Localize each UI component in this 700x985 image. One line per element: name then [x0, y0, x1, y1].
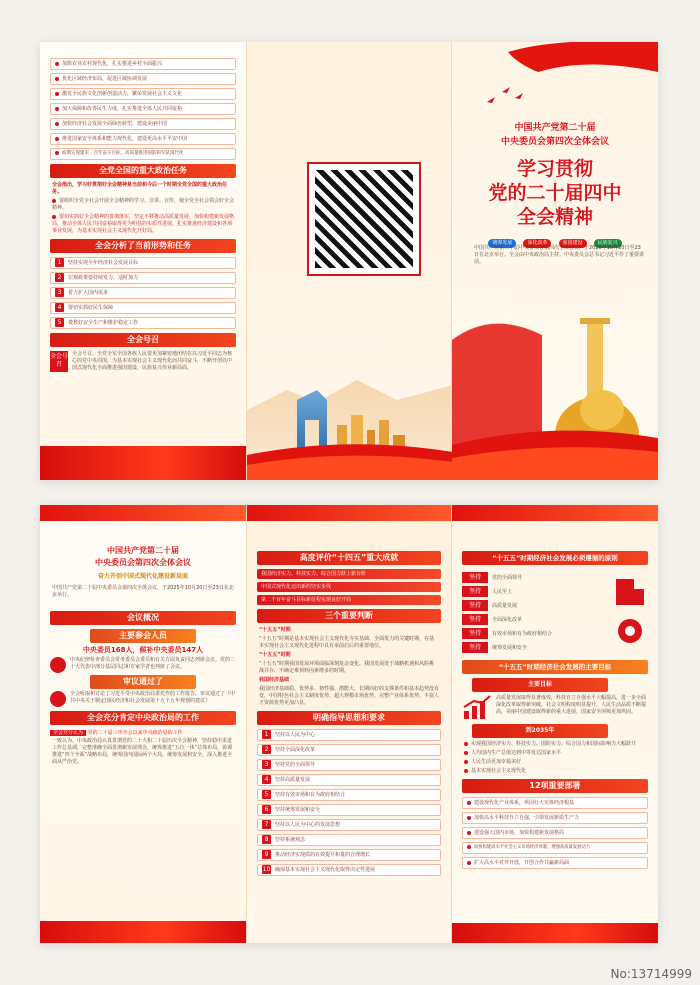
- list-item: 3 坚持党的全面领导: [257, 759, 441, 771]
- list-item-text: 加快农业农村现代化，扎实推进乡村全面振兴: [62, 61, 163, 67]
- principles-title: “十五五”时期经济社会发展必须遵循的原则: [462, 551, 648, 565]
- judgment-label: “十五五”时期: [259, 627, 291, 633]
- list-item-text: 激发全民族文化创新创造活力，繁荣发展社会主义文化: [62, 91, 183, 97]
- inner-head-3: 奋力开创中国式现代化建设新局面: [97, 573, 188, 580]
- list-item: 2 宏观政策要持续发力，适时加力: [50, 272, 236, 284]
- bullet-icon: [55, 92, 59, 96]
- judgments-title: 三个重要判断: [257, 609, 441, 623]
- number-badge: 3: [55, 288, 64, 297]
- jianchi-badge: 坚持: [462, 614, 488, 625]
- list-item: 5 坚持有效市场和有为政府相结合: [257, 789, 441, 801]
- right-content: [452, 547, 658, 872]
- section-bullet: 要组织全党全社会开展全会精神的学习、宣讲、宣传，使全党全社会领会好全会精神。: [52, 198, 235, 211]
- approve-row: [50, 691, 236, 707]
- tag: 深化改革: [523, 239, 551, 248]
- number-badge: 9: [262, 850, 271, 859]
- number-badge: 2: [262, 745, 271, 754]
- bullet-icon: [55, 62, 59, 66]
- growth-chart-icon: [462, 695, 492, 721]
- judgment-label: 我国经济基础: [259, 677, 290, 683]
- number-badge: 2: [55, 273, 64, 282]
- list-item-text: 加快经济社会发展全面绿色转型，建设美丽中国: [62, 121, 168, 127]
- cover-title-line-2: 党的二十届四中: [488, 182, 622, 204]
- bottom-right-panel: [452, 505, 658, 943]
- list-item: [50, 133, 236, 145]
- brochure-inner-sheet: [40, 505, 658, 943]
- bullet-icon: [467, 801, 471, 805]
- top-ribbon: [452, 505, 658, 521]
- bullet-icon: [55, 107, 59, 111]
- list-item: [50, 58, 236, 70]
- inner-intro: 中国共产党第二十届中央委员会第四次全体会议，于2025年10月20日至23日在北京举行。: [52, 585, 234, 598]
- judgment-label: “十五五”时期: [259, 652, 291, 658]
- top-ribbon: [40, 505, 246, 521]
- tag: 强国建设: [559, 239, 587, 248]
- guidance-title: 明确指导思想和要求: [257, 711, 441, 725]
- top-left-panel: [40, 42, 246, 480]
- bullet-icon: [52, 199, 56, 203]
- cover-subtitle-2: 中央委员会第四次全体会议: [500, 137, 609, 147]
- dove-icon: [482, 82, 532, 112]
- section-title-call: 全会号召: [50, 333, 236, 347]
- call-text: 全会号召，全党全军全国各族人民要更加紧密地团结在以习近平同志为核心的党中央周围，为基本实现社会主义现代化而共同奋斗，不断开创以中国式现代化全面推进强国建设、民族复兴伟业新局面。: [72, 351, 233, 371]
- overview-section: [40, 607, 246, 768]
- goal-label: 主要目标: [472, 678, 608, 692]
- bullet-icon: [464, 742, 468, 746]
- number-badge: 5: [262, 790, 271, 799]
- jianchi-badge: 坚持: [462, 600, 488, 611]
- judgment-text: “十五五”时期我国发展环境面临深刻复杂变化，我国发展处于战略机遇和风险挑战并存、不确定难预料因素增多的时期。: [259, 661, 435, 674]
- bullet-icon: [467, 831, 471, 835]
- cover-intro: 中国共产党第二十届中央委员会第四次全体会议，于2025年10月20日至23日在北京举行。全会由中央政治局主持。中央委员会总书记习近平作了重要讲话。: [474, 245, 645, 265]
- bottom-left-panel: [40, 505, 246, 943]
- jianchi-badge: 坚持: [462, 642, 488, 653]
- bullet-icon: [55, 137, 59, 141]
- inner-head-1: 中国共产党第二十届: [107, 546, 179, 555]
- list-item: 5 费教好安全生产和维护稳定工作: [50, 317, 236, 329]
- bullet-icon: [467, 845, 471, 849]
- bullet-icon: [467, 861, 471, 865]
- affirm-label-row: [50, 729, 236, 736]
- deployments-title: 12项重要部署: [462, 779, 648, 793]
- cover-title-line-3: 全会精神: [516, 206, 593, 228]
- call-badge: 全会号召: [50, 351, 68, 372]
- list-item: 扩大高水平对外开放，开创合作共赢新局面: [462, 857, 648, 869]
- affirm-label: 全会充分认为: [50, 730, 86, 736]
- goal-row: [462, 695, 648, 721]
- year-item: 基本实现社会主义现代化: [464, 768, 646, 775]
- list-item: 6 坚持统筹发展和安全: [257, 804, 441, 816]
- jianchi-badge: 坚持: [462, 586, 488, 597]
- qr-pattern: [315, 170, 413, 268]
- list-item: 建设现代化产业体系，巩固壮大实体经济根基: [462, 797, 648, 809]
- principle-item: 坚持 人民至上: [462, 586, 600, 597]
- year-item: 人均国内生产总值达到中等发达国家水平: [464, 750, 646, 757]
- goal-text: 高质量发展取得显著成效，科技自立自强水平大幅提高，进一步全面深化改革取得新突破，社会文明程度明显提升，人民生活品质不断提高，美丽中国建设取得新的重大进展，国家安全屏障更加巩固。: [496, 695, 647, 715]
- list-item: 我国经济实力、科技实力、综合国力跃上新台阶: [257, 569, 441, 579]
- number-badge: 4: [55, 303, 64, 312]
- section-bullet: 要切实抓好全会精神的贯彻落实，坚定不移推动高质量发展，加快构建新发展格局，推动全体人民共同富裕取得更为明显的实质性进展，扎实推进经济建设和各项事业发展，为基本实现社会主义现代化开好局。: [52, 214, 235, 234]
- judgment-text: “十五五”时期是基本实现社会主义现代化夯实基础、全面发力的关键时期，在基本实现社会主义现代化进程中具有承前启后的重要地位。: [259, 636, 435, 649]
- measures-list: [40, 58, 246, 160]
- goals-title: “十五五”时期经济社会发展的主要目标: [462, 660, 648, 674]
- bullet-icon: [52, 215, 56, 219]
- cover-subtitle-1: 中国共产党第二十届: [514, 123, 596, 133]
- image-id-label: No:13714999: [610, 967, 692, 981]
- number-badge: 8: [262, 835, 271, 844]
- principle-item: 坚持 统筹发展和安全: [462, 642, 600, 653]
- section-text: 全会指出，学习好贯彻好全会精神是当前和今后一个时期全党全国的重大政治任务。: [52, 182, 228, 195]
- principle-item: 坚持 高质量发展: [462, 600, 600, 611]
- principle-item: 坚持 全面深化改革: [462, 614, 600, 625]
- building-and-gear-icon: [610, 575, 650, 655]
- list-item-text: 优化区域经济布局，促进区域协调发展: [62, 76, 148, 82]
- mid-content: [247, 547, 451, 879]
- list-item: 中国式现代化迈出新的坚实步伐: [257, 582, 441, 592]
- lion-and-pillar-illustration: [452, 280, 658, 480]
- principles-list: [452, 569, 610, 656]
- top-ribbon: [247, 505, 451, 521]
- number-badge: 1: [262, 730, 271, 739]
- list-item: 3 着力扩大国内需求: [50, 287, 236, 299]
- red-ribbon-decoration: [452, 923, 658, 943]
- attendees-count: 中央委员168人，候补中央委员147人: [82, 646, 204, 654]
- brochure-outer-sheet: [40, 42, 658, 480]
- achievements-title: 高度评价“十四五”重大成就: [257, 551, 441, 565]
- bullet-icon: [467, 816, 471, 820]
- number-badge: 6: [262, 805, 271, 814]
- attendees-note-row: [50, 657, 236, 673]
- affirm-title: 全会充分肯定中央政治局的工作: [50, 711, 236, 725]
- jianchi-badge: 坚持: [462, 628, 488, 639]
- people-icon: [50, 657, 66, 673]
- number-badge: 1: [55, 258, 64, 267]
- year-label: 到2035年: [472, 724, 608, 738]
- list-item: 加快构建高水平社会主义市场经济体制，增强高质量发展动力: [462, 842, 648, 854]
- list-item: [50, 103, 236, 115]
- principles-block: [452, 569, 658, 656]
- list-item: [50, 73, 236, 85]
- list-item: 4 坚持高质量发展: [257, 774, 441, 786]
- list-item: 建设强大国内市场，加快构建新发展格局: [462, 827, 648, 839]
- list-item: [50, 88, 236, 100]
- inner-head-2: 中央委员会第四次全体会议: [95, 558, 191, 567]
- judgment-text: 我国经济基础稳、优势多、韧性强、潜能大，长期向好的支撑条件和基本趋势没有变，中国特色社会主义制度优势、超大规模市场优势、完整产业体系优势、丰富人才资源优势更加凸显。: [259, 686, 440, 706]
- bullet-icon: [464, 760, 468, 764]
- cover-title-line-1: 学习贯彻: [516, 158, 593, 180]
- list-item: 加快高水平科技自立自强，引领发展新质生产力: [462, 812, 648, 824]
- attendees-note: 中央纪律检查委员会常务委员会委员和有关方面负责同志列席会议。党的二十大代表中部分基层同志和专家学者也列席了会议。: [70, 657, 236, 670]
- bullet-icon: [55, 77, 59, 81]
- principle-item: 坚持 有效市场和有为政府相结合: [462, 628, 600, 639]
- year-item: 人民生活更加幸福美好: [464, 759, 646, 766]
- list-item-text: 如期实现建军一百年奋斗目标，高质量推进国防和军队现代化: [62, 151, 184, 156]
- approve-text: 全会听取和讨论了习近平受中央政治局委托作的工作报告，审议通过了《中共中央关于制定国民经济和社会发展第十五个五年规划的建议》: [70, 691, 236, 704]
- section-title-situation: 全会分析了当前形势和任务: [50, 239, 236, 253]
- top-right-cover-panel: [452, 42, 658, 480]
- list-item-text: 推进国家安全体系和能力现代化，建设更高水平平安中国: [62, 136, 188, 142]
- bullet-icon: [55, 151, 59, 155]
- city-skyline-illustration: [247, 340, 453, 480]
- number-badge: 7: [262, 820, 271, 829]
- call-block: [50, 351, 236, 372]
- list-item-text: 加大保障和改善民生力度，扎实推进全体人民共同富裕: [62, 106, 183, 112]
- bottom-middle-panel: [246, 505, 452, 943]
- microphone-icon: [50, 691, 66, 707]
- bullet-icon: [464, 769, 468, 773]
- top-middle-panel: [246, 42, 452, 480]
- approve-title: 审议通过了: [90, 675, 196, 689]
- red-ribbon-decoration: [40, 921, 246, 943]
- tag: 统筹发展: [488, 239, 516, 248]
- list-item: 2 坚持全面深化改革: [257, 744, 441, 756]
- affirm-text: 一致认为，中央政治局认真贯彻党的二十大和二十届历次全会精神，坚持稳中求进工作总基调，完整准确全面贯彻新发展理念，统筹推进“五位一体”总体布局，协调推进“四个全面”战略布局，统筹国内国际两个大局，统筹发展和安全，深入推进全面从严治党。: [52, 738, 233, 765]
- principle-item: 坚持 党的全面领导: [462, 572, 600, 583]
- list-item: 8 坚持系统观念: [257, 834, 441, 846]
- qr-code-placeholder: [307, 162, 421, 276]
- list-item: 10 确保基本实现社会主义现代化取得决定性进展: [257, 864, 441, 876]
- bullet-icon: [55, 122, 59, 126]
- list-item: [50, 148, 236, 160]
- section-title-political-task: 全党全国的重大政治任务: [50, 164, 236, 178]
- list-item: 4 要切实抓好民生保障: [50, 302, 236, 314]
- red-ribbon-decoration: [40, 446, 246, 480]
- bullet-icon: [464, 751, 468, 755]
- tag: 民族复兴: [594, 239, 622, 248]
- list-item: [50, 118, 236, 130]
- number-badge: 10: [262, 866, 271, 873]
- attendees-title: 主要参会人员: [90, 629, 196, 643]
- affirm-sub: 党的二十届三中全会以来中央政治局的工作: [87, 730, 183, 736]
- year-item: 实现我国经济实力、科技实力、国防实力、综合国力和国际影响力大幅跃升: [464, 741, 646, 748]
- number-badge: 5: [55, 318, 64, 327]
- number-badge: 3: [262, 760, 271, 769]
- list-item: 1 坚持实现全年经济社会发展目标: [50, 257, 236, 269]
- list-item: 第二个百年奋斗目标新征程实现良好开局: [257, 595, 441, 605]
- jianchi-badge: 坚持: [462, 572, 488, 583]
- overview-title: 会议概况: [50, 611, 236, 625]
- red-flag-decoration: [498, 42, 658, 82]
- list-item: 7 坚持以人民为中心的发展思想: [257, 819, 441, 831]
- list-item: 9 推动经济实现质的有效提升和量的合理增长: [257, 849, 441, 861]
- list-item: 1 坚持以人民为中心: [257, 729, 441, 741]
- number-badge: 4: [262, 775, 271, 784]
